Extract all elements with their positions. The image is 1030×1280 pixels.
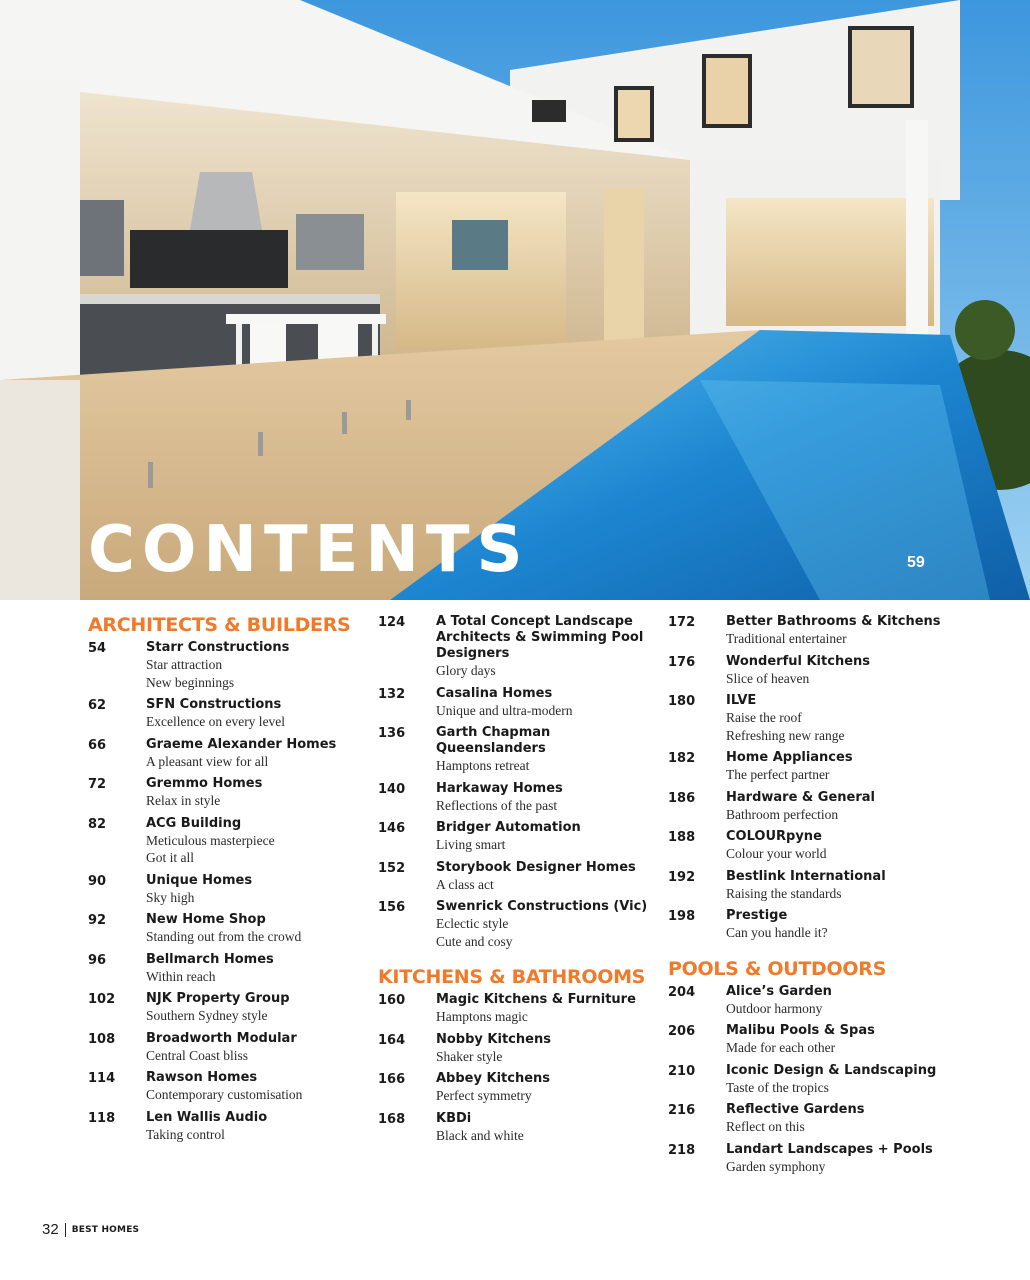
entry-story-title: Slice of heaven [726,670,810,686]
entry-page-number: 136 [378,726,406,741]
entry-story-title: Perfect symmetry [436,1088,532,1103]
house-pool-illustration [0,0,1030,600]
entry-page-number: 152 [378,860,406,876]
contents-column-1 [88,614,368,1149]
entry-story-title: Raise the roof [726,710,802,725]
entry-body [436,1111,658,1145]
entry-page-number: 166 [378,1072,406,1087]
entry-story-title: Shaker style [436,1048,503,1064]
entry-body [726,750,948,784]
entry-page-number: 168 [378,1111,406,1127]
contents-entry [378,899,658,950]
page-title: CONTENTS [88,513,530,587]
entry-body [726,984,948,1018]
entry-body [436,725,658,775]
entry-body [726,1063,948,1097]
footer-page-number: 32 [42,1221,59,1238]
entry-body [146,1070,368,1104]
entry-page-number: 82 [88,816,107,832]
entry-story-title: The perfect partner [726,767,830,782]
entry-story-title: Contemporary customisation [146,1087,303,1102]
entry-story-title: Colour your world [726,846,827,861]
entry-company-name: Starr Constructions [146,640,290,655]
entry-company-name: Alice’s Garden [726,983,832,999]
entry-story-title: Bathroom perfection [726,806,839,822]
entry-body [146,640,368,691]
entry-story-title: Black and white [436,1127,524,1143]
section-title-pools-outdoors: POOLS & OUTDOORS [668,957,886,980]
contents-entry [378,1032,658,1066]
entry-body [146,697,368,731]
entry-company-name: Magic Kitchens & Furniture [436,992,636,1007]
contents-entry [668,693,948,744]
entry-story-title: Taking control [146,1126,225,1142]
entry-list [668,984,948,1176]
entry-page-number: 156 [378,900,406,915]
entry-story-title: Within reach [146,968,216,984]
entry-story-title: Hamptons magic [436,1009,528,1024]
entry-story-title: Garden symphony [726,1158,826,1174]
contents-column-3 [668,614,948,1181]
entry-story-title: Hamptons retreat [436,758,530,773]
entry-page-number: 186 [668,790,696,806]
entry-body [146,991,368,1025]
contents-entry [378,992,658,1026]
entry-body [726,1023,948,1057]
contents-entry [88,697,368,731]
entry-page-number: 198 [668,909,696,924]
entry-company-name: Malibu Pools & Spas [726,1023,875,1038]
entry-story-title: Outdoor harmony [726,1000,823,1016]
entry-page-number: 176 [668,654,696,670]
entry-list [88,640,368,1143]
entry-company-name: Bridger Automation [436,820,581,835]
entry-story-title: Southern Sydney style [146,1008,268,1023]
contents-entry [378,1071,658,1105]
entry-story-title: Raising the standards [726,885,842,901]
entry-company-name: Len Wallis Audio [146,1109,268,1125]
entry-company-name: Harkaway Homes [436,780,563,796]
contents-entry [88,912,368,946]
entry-page-number: 66 [88,737,107,753]
header-page-number: 59 [907,554,925,571]
entry-body [726,829,948,863]
entry-page-number: 114 [88,1071,116,1086]
contents-entry [88,991,368,1025]
contents-entry [88,1110,368,1144]
entry-story-title: Meticulous masterpiece [146,832,275,848]
entry-list [668,614,948,942]
entry-story-title: Excellence on every level [146,714,286,729]
entry-company-name: Home Appliances [726,750,853,765]
contents-entry [668,829,948,863]
contents-entry [668,1023,948,1057]
contents-entry [88,816,368,867]
contents-entry [668,984,948,1018]
entry-page-number: 182 [668,751,696,766]
entry-page-number: 206 [668,1024,696,1039]
dining-room-window [726,198,934,326]
entry-company-name: Reflective Gardens [726,1102,865,1117]
entry-story-title: Traditional entertainer [726,631,847,646]
entry-page-number: 92 [88,913,107,928]
entry-body [436,899,658,950]
glass-fence-post [148,462,153,488]
entry-company-name: ILVE [726,693,757,708]
entry-body [436,1071,658,1105]
entry-story-title: Taste of the tropics [726,1079,829,1095]
entry-body [146,1031,368,1065]
entry-body [436,860,658,894]
entry-story-title: Glory days [436,663,496,678]
entry-company-name: Hardware & General [726,789,875,805]
entry-company-name: Unique Homes [146,872,253,888]
entry-body [726,693,948,744]
entry-company-name: Prestige [726,908,788,923]
entry-story-title: Star attraction [146,657,223,672]
entry-body [436,820,658,854]
entry-story-title: Living smart [436,837,506,852]
entry-page-number: 218 [668,1142,696,1158]
entry-company-name: Storybook Designer Homes [436,859,636,875]
glass-fence-post [342,412,347,434]
page-footer [42,1221,139,1238]
entry-story-title: Refreshing new range [726,727,845,743]
entry-page-number: 62 [88,698,107,713]
magazine-brand: BEST HOMES [71,1224,140,1235]
entry-page-number: 102 [88,992,116,1007]
entry-page-number: 160 [378,993,406,1008]
entry-page-number: 210 [668,1063,696,1079]
range-hood [190,172,262,230]
glass-fence-post [406,400,411,420]
contents-entry [88,737,368,771]
entry-page-number: 146 [378,821,406,836]
entry-story-title: Got it all [146,850,194,865]
section-title-kitchens-bathrooms: KITCHENS & BATHROOMS [378,966,646,988]
entry-company-name: Bestlink International [726,868,886,884]
entry-story-title: Standing out from the crowd [146,929,302,944]
contents-entry [378,820,658,854]
entry-body [726,614,948,648]
contents-entry [668,869,948,903]
footer-divider [65,1223,66,1237]
entry-page-number: 164 [378,1032,406,1048]
entry-company-name: Better Bathrooms & Kitchens [726,614,941,629]
entry-story-title: Cute and cosy [436,933,513,949]
contents-entry [668,908,948,942]
contents-entry [668,1063,948,1097]
entry-body [146,912,368,946]
entry-body [436,686,658,720]
contents-entry [88,776,368,810]
entry-company-name: ACG Building [146,815,242,831]
entry-company-name: Broadworth Modular [146,1030,297,1046]
entry-company-name: A Total Concept Landscape Architects & Swimming Pool Designers [436,614,644,661]
entry-page-number: 72 [88,777,107,792]
entry-body [436,614,658,680]
entry-company-name: Graeme Alexander Homes [146,736,337,752]
entry-company-name: COLOURpyne [726,829,822,844]
hero-photo [0,0,1030,600]
entry-company-name: KBDi [436,1110,472,1126]
entry-story-title: A pleasant view for all [146,753,269,769]
contents-entry [668,1102,948,1136]
entry-body [726,1142,948,1176]
entry-body [436,1032,658,1066]
entry-company-name: SFN Constructions [146,697,282,712]
living-room-window [396,192,566,350]
entry-body [146,776,368,810]
glass-fence-post [258,432,263,456]
contents-entry [378,686,658,720]
entry-page-number: 90 [88,873,107,889]
entry-page-number: 192 [668,869,696,885]
entry-page-number: 180 [668,694,696,709]
entry-story-title: Eclectic style [436,916,509,931]
entry-page-number: 172 [668,615,696,630]
entry-story-title: Relax in style [146,793,221,808]
entry-company-name: NJK Property Group [146,991,290,1006]
entry-page-number: 96 [88,952,107,968]
contents-entry [378,860,658,894]
entry-story-title: Reflections of the past [436,797,558,813]
entry-story-title: New beginnings [146,674,235,690]
contents-entry [668,614,948,648]
entry-body [146,952,368,986]
entry-company-name: Rawson Homes [146,1070,258,1085]
entry-company-name: Iconic Design & Landscaping [726,1062,937,1078]
entry-body [726,790,948,824]
contents-entry [88,952,368,986]
contents-entry [88,640,368,691]
entry-story-title: Can you handle it? [726,925,828,940]
entry-company-name: Wonderful Kitchens [726,653,871,669]
entry-company-name: Abbey Kitchens [436,1071,551,1086]
contents-entry [378,725,658,775]
entry-page-number: 132 [378,686,406,702]
entry-company-name: Gremmo Homes [146,776,263,791]
entry-story-title: Central Coast bliss [146,1047,248,1063]
entry-company-name: New Home Shop [146,912,266,927]
entry-story-title: Made for each other [726,1040,836,1055]
entry-body [726,869,948,903]
entry-page-number: 124 [378,615,406,630]
entry-story-title: Unique and ultra-modern [436,702,573,718]
wall-tv [130,230,288,288]
entry-story-title: Sky high [146,889,195,905]
contents-entry [88,1031,368,1065]
entry-list [378,992,658,1144]
contents-entry [378,1111,658,1145]
entry-company-name: Landart Landscapes + Pools [726,1141,933,1157]
entry-page-number: 204 [668,984,696,1000]
entry-company-name: Nobby Kitchens [436,1031,551,1047]
entry-page-number: 108 [88,1031,116,1047]
entry-page-number: 216 [668,1103,696,1118]
contents-entry [668,790,948,824]
entry-body [146,1110,368,1144]
entry-body [436,992,658,1026]
entry-story-title: Reflect on this [726,1119,805,1134]
entry-body [726,908,948,942]
contents-entry [378,614,658,680]
entry-list [378,614,658,950]
upper-window [532,100,566,122]
contents-entry [378,781,658,815]
entry-company-name: Casalina Homes [436,685,553,701]
dining-chair [250,322,286,364]
entry-company-name: Garth Chapman Queenslanders [436,725,551,756]
entry-body [726,654,948,688]
entry-story-title: A class act [436,876,494,892]
entry-page-number: 188 [668,830,696,845]
contents-entry [88,873,368,907]
section-title-architects-builders: ARCHITECTS & BUILDERS [88,614,351,636]
contents-entry [668,654,948,688]
entry-body [146,873,368,907]
contents-column-2 [378,614,658,1150]
contents-entry [668,1142,948,1176]
entry-body [146,816,368,867]
entry-body [436,781,658,815]
entry-body [726,1102,948,1136]
entry-page-number: 140 [378,781,406,797]
entry-body [146,737,368,771]
entry-company-name: Bellmarch Homes [146,951,274,967]
contents-entry [88,1070,368,1104]
contents-entry [668,750,948,784]
entry-page-number: 118 [88,1110,116,1126]
entry-company-name: Swenrick Constructions (Vic) [436,899,648,914]
entry-page-number: 54 [88,641,107,656]
